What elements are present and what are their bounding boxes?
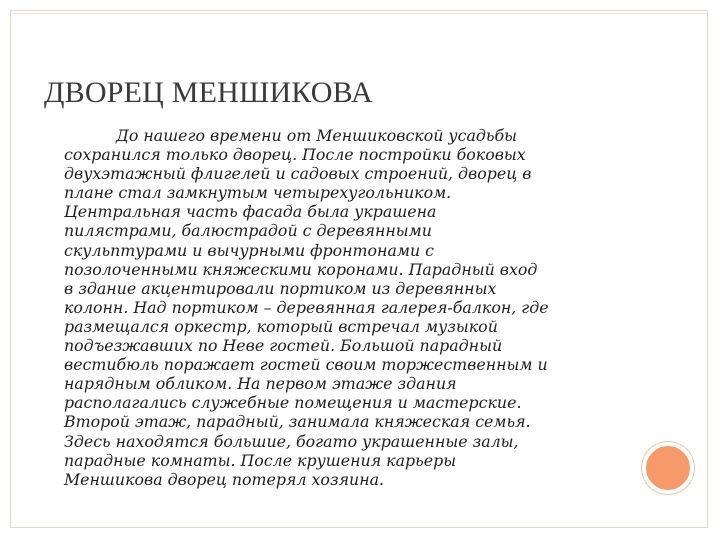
text-line: парадные комнаты. После крушения карьеры xyxy=(64,450,457,470)
text-line: плане стал замкнутым четырехугольником. xyxy=(64,183,452,203)
text-line: До нашего времени от Меншиковской усадьбы xyxy=(116,126,517,145)
text-line: нарядным обликом. На первом этаже здания xyxy=(64,374,457,394)
text-line: двухэтажный флигелей и садовых строений, дворец в xyxy=(64,164,532,184)
text-line: в здание акцентировали портиком из деревянных xyxy=(64,278,497,298)
slide-title: ДВОРЕЦ МЕНШИКОВА xyxy=(44,76,373,109)
text-line: колонн. Над портиком – деревянная галерея-балкон, где xyxy=(64,297,549,317)
text-line: располагались служебные помещения и мастерские. xyxy=(64,393,522,413)
text-line: подъезжавших по Неве гостей. Большой парадный xyxy=(64,336,503,356)
text-line: сохранился только дворец. После постройки боковых xyxy=(64,145,526,165)
text-line: Центральная часть фасада была украшена xyxy=(64,202,437,222)
text-line: Второй этаж, парадный, занимала княжеская семья. xyxy=(64,412,531,432)
decorative-circle xyxy=(642,442,694,494)
text-line: вестибюль поражает гостей своим торжественным и xyxy=(64,355,548,375)
text-line: Здесь находятся большие, богато украшенные залы, xyxy=(64,431,519,451)
text-line: скульптурами и вычурными фронтонами с xyxy=(64,240,435,260)
body-text xyxy=(64,126,624,489)
text-line: размещался оркестр, который встречал музыкой xyxy=(64,316,498,336)
top-border-line xyxy=(10,13,708,14)
text-line: пилястрами, балюстрадой с деревянными xyxy=(64,221,432,241)
text-line: Меншикова дворец потерял хозяина. xyxy=(64,469,385,489)
text-line: позолоченными княжескими коронами. Парадный вход xyxy=(64,259,538,279)
